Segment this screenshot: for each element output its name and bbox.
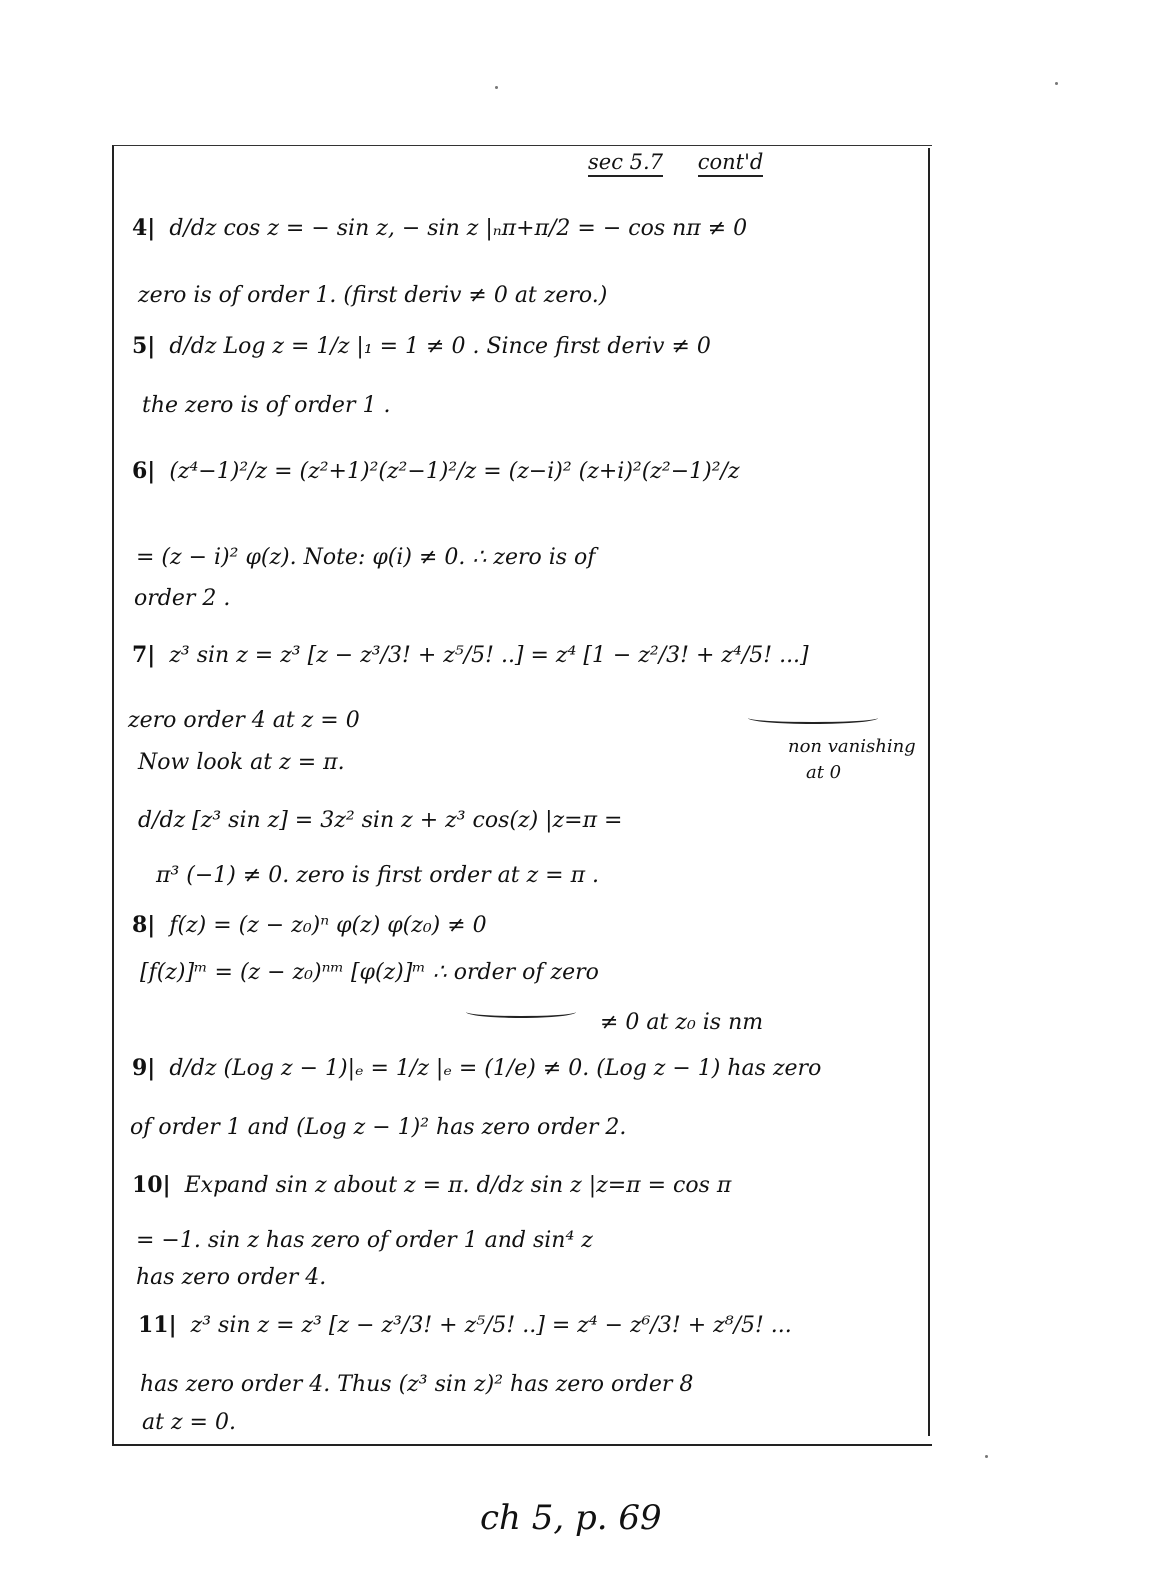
problem-text: z³ sin z = z³ [z − z³/3! + z⁵/5! ..] = z⁴ [1 − z²/3! + z⁴/5! ...] xyxy=(169,643,809,668)
problem-line xyxy=(130,1115,626,1140)
problem-text: (z⁴−1)²/z = (z²+1)²(z²−1)²/z = (z−i)² (z+i)²(z²−1)²/z xyxy=(169,459,740,484)
problem-line xyxy=(132,215,747,241)
problem-line xyxy=(132,458,740,484)
problem-text: zero is of order 1. (first deriv ≠ 0 at zero.) xyxy=(138,283,608,308)
problem-number: 4| xyxy=(132,215,156,241)
problem-text: d/dz Log z = 1/z |₁ = 1 ≠ 0 . Since first deriv ≠ 0 xyxy=(169,334,711,359)
problem-text: = −1. sin z has zero of order 1 and sin⁴ z xyxy=(136,1228,593,1253)
underbrace xyxy=(748,712,878,724)
problem-line xyxy=(132,912,487,938)
page-frame-right-edge xyxy=(928,148,930,1436)
problem-line xyxy=(142,1410,236,1435)
problem-line xyxy=(136,545,595,570)
problem-number: 11| xyxy=(138,1312,177,1338)
problem-line xyxy=(132,1172,731,1198)
problem-line xyxy=(140,960,599,985)
problem-text: d/dz (Log z − 1)|ₑ = 1/z |ₑ = (1/e) ≠ 0. (Log z − 1) has zero xyxy=(169,1056,822,1081)
problem-text: has zero order 4. Thus (z³ sin z)² has zero order 8 xyxy=(140,1372,694,1397)
problem-text: at z = 0. xyxy=(142,1410,236,1435)
problem-line xyxy=(134,586,230,611)
scan-speck xyxy=(495,86,498,89)
problem-number: 5| xyxy=(132,333,156,359)
continued-label: cont'd xyxy=(698,150,764,177)
problem-line xyxy=(142,393,390,418)
problem-line xyxy=(128,708,360,733)
problem-text: z³ sin z = z³ [z − z³/3! + z⁵/5! ..] = z⁴ − z⁶/3! + z⁸/5! ... xyxy=(190,1313,792,1338)
problem-number: 7| xyxy=(132,642,156,668)
problem-text: zero order 4 at z = 0 xyxy=(128,708,360,733)
problem-line xyxy=(132,1055,821,1081)
nonvanishing-note: non vanishing xyxy=(788,736,916,757)
at-zero-note: at 0 xyxy=(806,762,842,783)
problem-text: the zero is of order 1 . xyxy=(142,393,391,418)
problem-line xyxy=(132,642,809,668)
underbrace xyxy=(466,1006,576,1018)
problem-line xyxy=(138,808,622,833)
problem-line xyxy=(138,750,345,775)
problem-line xyxy=(132,333,711,359)
section-header xyxy=(588,150,763,174)
problem-number: 10| xyxy=(132,1172,171,1198)
problem-text: of order 1 and (Log z − 1)² has zero order 2. xyxy=(130,1115,627,1140)
scan-speck xyxy=(985,1455,988,1458)
problem-text: has zero order 4. xyxy=(136,1265,327,1290)
problem-text: = (z − i)² φ(z). Note: φ(i) ≠ 0. ∴ zero is of xyxy=(136,545,596,570)
problem-text: order 2 . xyxy=(134,586,231,611)
problem-number: 9| xyxy=(132,1055,156,1081)
problem-number: 6| xyxy=(132,458,156,484)
scan-speck xyxy=(1055,82,1058,85)
problem-text: d/dz [z³ sin z] = 3z² sin z + z³ cos(z) |z=π = xyxy=(138,808,623,833)
problem-line xyxy=(136,1265,326,1290)
problem-text: d/dz cos z = − sin z, − sin z |ₙπ+π/2 = − cos nπ ≠ 0 xyxy=(169,216,748,241)
problem-line xyxy=(138,1312,792,1338)
section-label: sec 5.7 xyxy=(588,150,663,177)
problem-line xyxy=(156,863,599,888)
problem-text: Now look at z = π. xyxy=(138,750,345,775)
problem-line xyxy=(136,1228,593,1253)
problem-line xyxy=(138,283,607,308)
problem-line xyxy=(140,1372,693,1397)
problem-text: π³ (−1) ≠ 0. zero is first order at z = π . xyxy=(156,863,600,888)
problem-text: [f(z)]ᵐ = (z − z₀)ⁿᵐ [φ(z)]ᵐ ∴ order of zero xyxy=(140,960,599,985)
problem-number: 8| xyxy=(132,912,156,938)
problem-line xyxy=(600,1010,763,1035)
problem-text: Expand sin z about z = π. d/dz sin z |z=π = cos π xyxy=(184,1173,732,1198)
problem-text: ≠ 0 at z₀ is nm xyxy=(600,1010,764,1035)
page-footer: ch 5, p. 69 xyxy=(480,1498,662,1538)
problem-text: f(z) = (z − z₀)ⁿ φ(z) φ(z₀) ≠ 0 xyxy=(169,913,487,938)
